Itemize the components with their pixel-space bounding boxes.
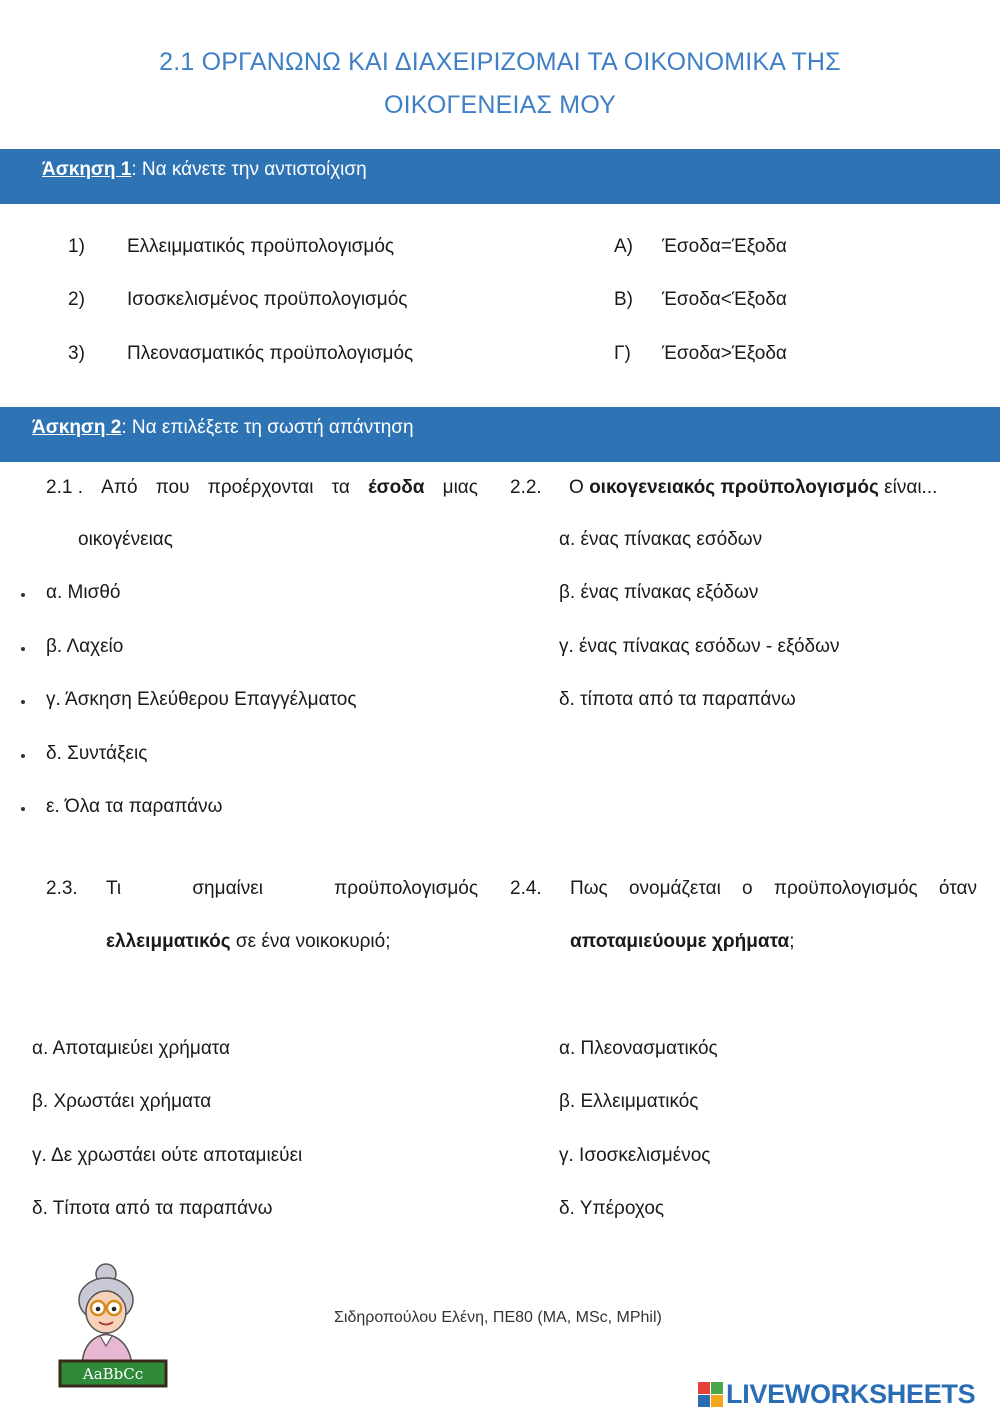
option-2-4-b[interactable]: β. Ελλειμματικός — [559, 1091, 699, 1112]
match-left-item: Ισοσκελισμένος προϋπολογισμός — [127, 289, 408, 310]
option-2-2-a[interactable]: α. ένας πίνακας εσόδων — [559, 529, 763, 550]
option-2-4-c[interactable]: γ. Ισοσκελισμένος — [559, 1145, 711, 1166]
question-2-1-line2: οικογένειας — [78, 529, 173, 550]
liveworksheets-logo[interactable] — [698, 1380, 975, 1408]
page-title-line2: ΟΙΚΟΓΕΝΕΙΑΣ ΜΟΥ — [383, 91, 617, 119]
question-number: 2.1 . — [46, 477, 83, 498]
bullet-marker — [21, 700, 25, 704]
question-word: προϋπολογισμός — [773, 878, 918, 899]
exercise2-header — [0, 407, 1000, 462]
option-2-3-c[interactable]: γ. Δε χρωστάει ούτε αποταμιεύει — [32, 1145, 303, 1166]
teacher-illustration — [56, 1262, 172, 1390]
option-2-1-e[interactable]: ε. Όλα τα παραπάνω — [46, 796, 223, 817]
bullet-marker — [21, 754, 25, 758]
match-right-num: Α) — [614, 236, 633, 257]
logo-wordmark: LIVEWORKSHEETS — [726, 1379, 976, 1409]
option-2-3-b[interactable]: β. Χρωστάει χρήματα — [32, 1091, 212, 1112]
question-keyword: ελλειμματικός — [106, 931, 231, 952]
option-2-4-d[interactable]: δ. Υπέροχος — [559, 1198, 665, 1219]
match-right-num: Γ) — [614, 343, 631, 364]
question-keyword: έσοδα — [368, 477, 425, 498]
question-2-4-number: 2.4. — [510, 878, 542, 899]
question-word: προέρχονται — [207, 477, 314, 498]
match-left-num: 3) — [68, 343, 85, 364]
match-right-item: Έσοδα>Έξοδα — [662, 343, 787, 364]
question-keyword: αποταμιεύουμε χρήματα — [570, 931, 790, 952]
author-credit: Σιδηροπούλου Ελένη, ΠΕ80 (MA, MSc, MPhil) — [334, 1309, 662, 1326]
question-2-2-text: Ο οικογενειακός προϋπολογισμός είναι... — [569, 477, 938, 498]
question-word: ο — [742, 878, 753, 899]
exercise1-instruction: : Να κάνετε την αντιστοίχιση — [131, 159, 367, 180]
exercise2-label: Άσκηση 2 — [32, 417, 122, 438]
question-word: μιας — [442, 477, 478, 498]
page-title-line1: 2.1 ΟΡΓΑΝΩΝΩ ΚΑΙ ΔΙΑΧΕΙΡΙΖΟΜΑΙ ΤΑ ΟΙΚΟΝΟΜΙΚΑ ΤΗΣ — [159, 48, 841, 76]
option-2-2-b[interactable]: β. ένας πίνακας εξόδων — [559, 582, 759, 603]
option-2-3-d[interactable]: δ. Τίποτα από τα παραπάνω — [32, 1198, 273, 1219]
question-keyword: οικογενειακός προϋπολογισμός — [589, 477, 879, 498]
question-2-3-line1 — [106, 877, 478, 901]
option-2-2-c[interactable]: γ. ένας πίνακας εσόδων - εξόδων — [559, 636, 840, 657]
question-2-4-line2: αποταμιεύουμε χρήματα; — [570, 931, 795, 952]
question-word: προϋπολογισμός — [334, 878, 478, 899]
match-left-num: 1) — [68, 236, 85, 257]
option-2-1-a[interactable]: α. Μισθό — [46, 582, 121, 603]
question-word: ονομάζεται — [628, 878, 721, 899]
match-left-num: 2) — [68, 289, 85, 310]
option-2-2-d[interactable]: δ. τίποτα από τα παραπάνω — [559, 689, 796, 710]
exercise1-header — [0, 149, 1000, 204]
match-right-num: Β) — [614, 289, 633, 310]
match-right-item: Έσοδα=Έξοδα — [662, 236, 787, 257]
chalkboard-text: AaBbCc — [82, 1365, 144, 1383]
question-2-2-number: 2.2. — [510, 477, 542, 498]
option-2-1-d[interactable]: δ. Συντάξεις — [46, 743, 148, 764]
question-word: σημαίνει — [192, 878, 263, 899]
question-2-3-number: 2.3. — [46, 878, 78, 899]
match-left-item: Πλεονασματικός προϋπολογισμός — [127, 343, 414, 364]
question-2-3-line2: ελλειμματικός σε ένα νοικοκυριό; — [106, 931, 391, 952]
question-2-1-line1 — [46, 476, 478, 500]
bullet-marker — [21, 807, 25, 811]
question-word: Από — [101, 477, 138, 498]
question-word: όταν — [938, 878, 977, 899]
exercise1-label: Άσκηση 1 — [42, 159, 132, 180]
question-word: που — [155, 477, 190, 498]
bullet-marker — [21, 647, 25, 651]
bullet-marker — [21, 593, 25, 597]
match-left-item: Ελλειμματικός προϋπολογισμός — [127, 236, 395, 257]
logo-grid-icon — [698, 1382, 723, 1407]
question-word: Τι — [106, 878, 122, 899]
question-word: τα — [331, 477, 350, 498]
option-2-3-a[interactable]: α. Αποταμιεύει χρήματα — [32, 1038, 231, 1059]
match-right-item: Έσοδα<Έξοδα — [662, 289, 787, 310]
option-2-1-c[interactable]: γ. Άσκηση Ελεύθερου Επαγγέλματος — [46, 689, 357, 710]
option-2-1-b[interactable]: β. Λαχείο — [46, 636, 124, 657]
question-word: Πως — [570, 878, 608, 899]
exercise2-instruction: : Να επιλέξετε τη σωστή απάντηση — [121, 417, 414, 438]
option-2-4-a[interactable]: α. Πλεονασματικός — [559, 1038, 718, 1059]
question-2-4-line1 — [570, 877, 977, 901]
